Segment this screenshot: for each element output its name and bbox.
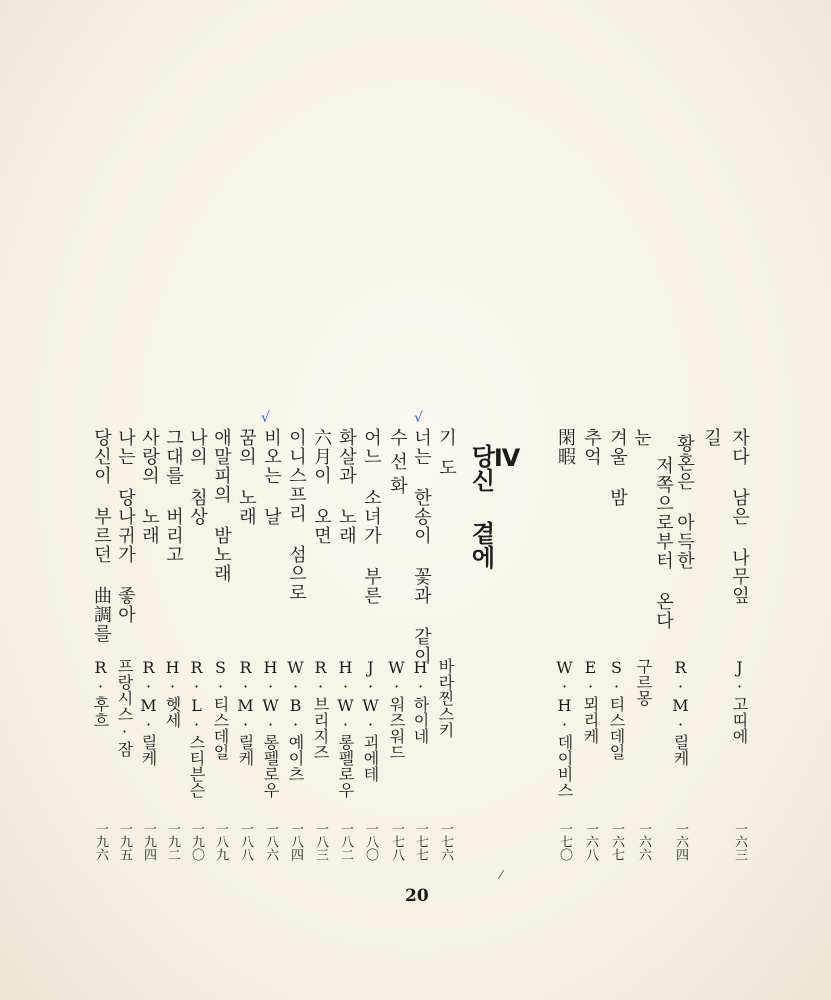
toc-title: 저쪽으로부터 온다 (653, 456, 674, 630)
toc-author: J·고띠에 (730, 658, 749, 744)
toc-author: 프랑시스·잠 (115, 658, 134, 757)
toc-page: 一九六 (93, 822, 108, 861)
check-mark-icon: √ (261, 410, 270, 426)
toc-page: 一九〇 (189, 822, 204, 861)
section-heading (467, 444, 521, 569)
toc-page: 一九四 (141, 822, 156, 861)
toc-title: 황혼은 아득한 (674, 434, 695, 570)
toc-title: 애말피의 밤노래 (211, 428, 232, 583)
section-number: Ⅳ (493, 444, 521, 472)
toc-title: 수선화 (387, 428, 408, 500)
toc-author: H·W·롱펠로우 (261, 658, 280, 798)
toc-author: H·하이네 (411, 658, 430, 744)
toc-author: R·후흐 (91, 658, 110, 728)
toc-page: 一八三 (313, 822, 328, 861)
toc-author: R·M·릴케 (139, 658, 158, 766)
toc-author: E·뫼리케 (581, 658, 600, 744)
toc-author: H·헷세 (163, 658, 182, 728)
toc-title: 어느 소녀가 부른 (361, 428, 382, 605)
toc-author: S·티스데일 (607, 658, 626, 760)
toc-page: 一六八 (583, 822, 598, 861)
toc-page: 一六四 (673, 822, 688, 861)
toc-author: R·L·스티븐슨 (187, 658, 206, 798)
toc-page: 一六七 (609, 822, 624, 861)
toc-title: 이니스프리 섬으로 (286, 428, 307, 602)
toc-page: 一六三 (732, 822, 747, 861)
check-mark-icon: √ (414, 410, 423, 426)
toc-page: 一八八 (238, 822, 253, 861)
toc-page: 一七〇 (557, 822, 572, 861)
toc-page: 一七七 (413, 822, 428, 861)
toc-author: W·워즈워드 (387, 658, 406, 760)
toc-title: 길 (701, 428, 722, 447)
toc-title: 겨울 밤 (607, 428, 628, 507)
toc-page: 一九五 (117, 822, 132, 861)
toc-title: 추억 (581, 428, 602, 466)
page-number: 20 (405, 886, 429, 906)
toc-title: 나의 침상 (187, 428, 208, 526)
toc-author: H·W·롱펠로우 (336, 658, 355, 798)
toc-page: 一八〇 (363, 822, 378, 861)
toc-author: 바라찐스키 (436, 658, 455, 738)
toc-page: 一八四 (288, 822, 303, 861)
toc-page: 一七六 (438, 822, 453, 861)
toc-title: 六月이 오면 (311, 428, 332, 545)
toc-author: R·브리지즈 (311, 658, 330, 760)
toc-author: R·M·릴케 (671, 658, 690, 766)
pencil-mark-icon: ⁄ (500, 868, 503, 882)
toc-title: 꿈의 노래 (236, 428, 257, 526)
toc-author: R·M·릴케 (236, 658, 255, 766)
toc-page: 一八二 (338, 822, 353, 861)
toc-title: 閑暇 (555, 428, 576, 466)
toc-author: 구르몽 (634, 658, 653, 706)
toc-title: 자다 남은 나무잎 (729, 428, 750, 605)
toc-author: J·W·괴에테 (361, 658, 380, 782)
toc-title: 화살과 노래 (336, 428, 357, 545)
toc-page: 一九二 (165, 822, 180, 861)
toc-title: 기도 (436, 428, 457, 488)
toc-page: 一八九 (213, 822, 228, 861)
toc-title: 그대를 버리고 (163, 428, 184, 564)
toc-author: S·티스데일 (211, 658, 230, 760)
toc-title: 나는 당나귀가 좋아 (115, 428, 136, 624)
toc-author: W·H·데이비스 (555, 658, 574, 798)
toc-page: 一七八 (389, 822, 404, 861)
toc-title: 비오는 날 (261, 428, 282, 526)
toc-title: 너는 한송이 꽃과 같이 (411, 428, 432, 665)
toc-page: 一六六 (636, 822, 651, 861)
toc-author: W·B·예이츠 (286, 658, 305, 782)
toc-title: 사랑의 노래 (139, 428, 160, 545)
toc-page: 一八六 (263, 822, 278, 861)
toc-title: 당신이 부르던 曲調를 (91, 428, 112, 643)
section-title: 당신 곁에 (467, 444, 496, 569)
toc-title: 눈 (631, 428, 652, 447)
